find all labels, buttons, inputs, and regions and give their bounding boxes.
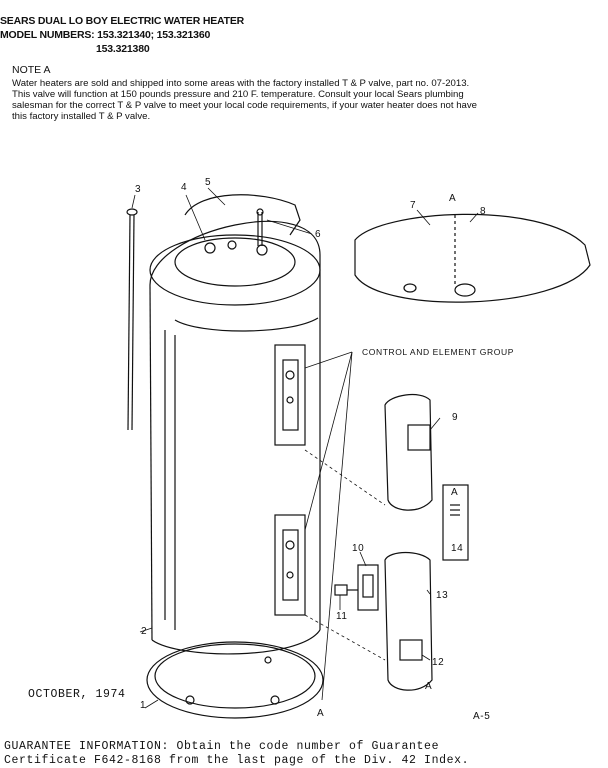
callout-11: 11	[336, 611, 348, 622]
leader-lines	[132, 188, 478, 708]
upper-access-panel	[385, 395, 432, 511]
callout-14: 14	[451, 543, 464, 554]
note-line: This valve will function at 150 pounds pressure and 210 F. temperature. Consult your local Sears plumbing	[12, 89, 464, 100]
callout-9: 9	[452, 412, 459, 423]
note-title: NOTE A	[12, 64, 51, 76]
model-numbers: MODEL NUMBERS: 153.321340; 153.321360	[0, 29, 211, 41]
callout-4: 4	[181, 182, 188, 193]
note-line: this factory installed T & P valve.	[12, 111, 151, 122]
top-cover	[355, 214, 590, 302]
anode-rod	[127, 209, 137, 430]
callout-1: 1	[140, 700, 147, 711]
lower-control-opening	[275, 515, 305, 615]
callout-a-lower: A	[425, 681, 433, 692]
callout-12: 12	[432, 657, 445, 668]
conduit-fitting	[335, 585, 358, 595]
callout-a-mid: A	[451, 487, 459, 498]
callout-3: 3	[135, 184, 142, 195]
guarantee-line-2: Certificate F642-8168 from the last page of the Div. 42 Index.	[4, 754, 470, 767]
callout-6: 6	[315, 229, 322, 240]
callout-8: 8	[480, 206, 487, 217]
model-numbers-cont: 153.321380	[96, 43, 150, 55]
lower-access-panel	[385, 553, 432, 691]
guarantee-line-1: GUARANTEE INFORMATION: Obtain the code number of Guarantee	[4, 740, 440, 753]
note-line: Water heaters are sold and shipped into some areas with the factory installed T & P valve, part no. 07-2013.	[12, 78, 470, 89]
date-label: OCTOBER, 1974	[28, 688, 126, 701]
junction-box	[358, 565, 378, 610]
control-element-group-label: CONTROL AND ELEMENT GROUP	[362, 347, 514, 357]
note-line: salesman for the correct T & P valve to meet your local code requirements, if your water heater does not have	[12, 100, 478, 111]
callout-a-top: A	[449, 193, 457, 204]
upper-control-opening	[275, 345, 305, 445]
callout-2: 2	[141, 626, 148, 637]
page-code: A-5	[473, 711, 491, 722]
callout-7: 7	[410, 200, 417, 211]
callout-13: 13	[436, 590, 449, 601]
callout-5: 5	[205, 177, 212, 188]
callout-10: 10	[352, 543, 365, 554]
document-title: SEARS DUAL LO BOY ELECTRIC WATER HEATER	[0, 15, 245, 27]
callout-a-base: A	[317, 708, 325, 719]
heater-tank	[150, 195, 320, 654]
